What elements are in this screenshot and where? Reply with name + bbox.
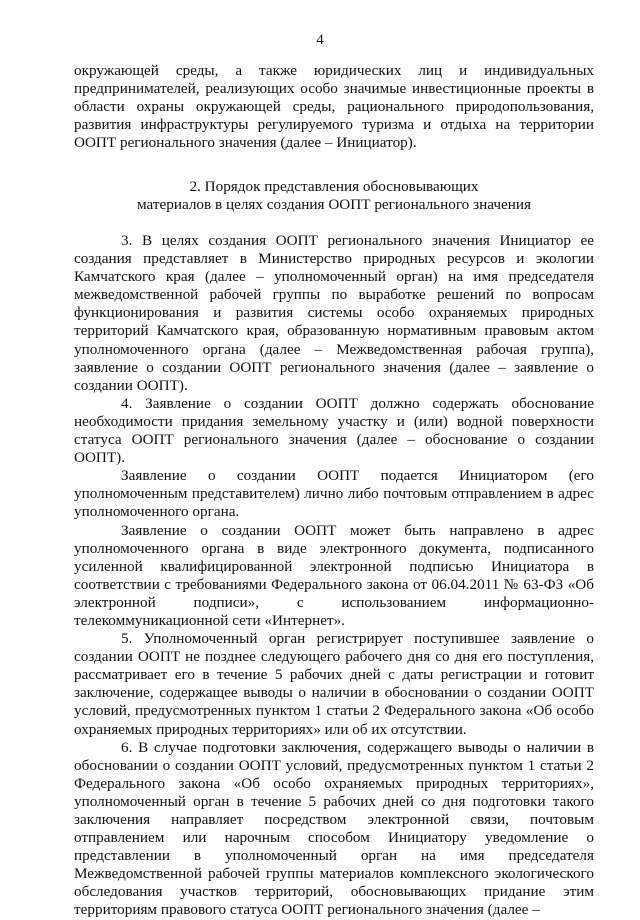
paragraph-5: 5. Уполномоченный орган регистрирует поступившее заявление о создании ООПТ не позднее следующего рабочего дня со дня его поступления, рассматривает его в течение 5 рабочих дней с даты регистрации и готовит заключение, содержащее выводы о наличии в обосновании о создании ООПТ условий, предусмотренных пунктом 1 статьи 2 Федерального закона «Об особо охраняемых природных территориях» или об их отсутствии. <box>74 630 594 738</box>
section-heading <box>74 178 594 214</box>
paragraph-4-electronic: Заявление о создании ООПТ может быть направлено в адрес уполномоченного органа в виде электронного документа, подписанного усиленной квалифицированной электронной подписью Инициатора в соответствии с требованиями Федерального закона от 06.04.2011 № 63-ФЗ «Об электронной подписи», с использованием информационно-телекоммуникационной сети «Интернет». <box>74 521 594 629</box>
section-heading-line-1: 2. Порядок представления обосновывающих <box>189 178 479 195</box>
intro-paragraph: окружающей среды, а также юридических лиц и индивидуальных предпринимателей, реализующих особо значимые инвестиционные проекты в области охраны окружающей среды, рационального природопользования, развития инфраструктуры регулируемого туризма и отдыха на территории ООПТ регионального значения (далее – Инициатор). <box>74 62 594 152</box>
paragraph-3: 3. В целях создания ООПТ регионального значения Инициатор ее создания представляет в Министерство природных ресурсов и экологии Камчатского края (далее – уполномоченный орган) на имя председателя межведомственной рабочей группы по выработке решений по вопросам функционирования и развития системы особо охраняемых природных территорий Камчатского края, образованную нормативным правовым актом уполномоченного органа (далее – Межведомственная рабочая группа), заявление о создании ООПТ регионального значения (далее – заявление о создании ООПТ). <box>74 232 594 394</box>
body-text <box>74 232 594 920</box>
intro-block <box>74 62 594 152</box>
paragraph-4-submission: Заявление о создании ООПТ подается Инициатором (его уполномоченным представителем) лично либо почтовым отправлением в адрес уполномоченного органа. <box>74 467 594 521</box>
paragraph-6: 6. В случае подготовки заключения, содержащего выводы о наличии в обосновании о создании ООПТ условий, предусмотренных пунктом 1 статьи 2 Федерального закона «Об особо охраняемых природных территориях», уполномоченный орган в течение 5 рабочих дней со дня подготовки такого заключения направляет посредством электронной связи, почтовым отправлением или нарочным способом Инициатору уведомление о представлении в уполномоченный орган на имя председателя Межведомственной рабочей группы материалов комплексного экологического обследования участков территорий, обосновывающих придание этим территориям правового статуса ООПТ регионального значения (далее – <box>74 738 594 919</box>
page-number: 4 <box>316 32 324 48</box>
paragraph-4: 4. Заявление о создании ООПТ должно содержать обоснование необходимости придания земельному участку и (или) водной поверхности статуса ООПТ регионального значения (далее – обоснование о создании ООПТ). <box>74 394 594 467</box>
section-heading-line-2: материалов в целях создания ООПТ регионального значения <box>137 196 531 213</box>
